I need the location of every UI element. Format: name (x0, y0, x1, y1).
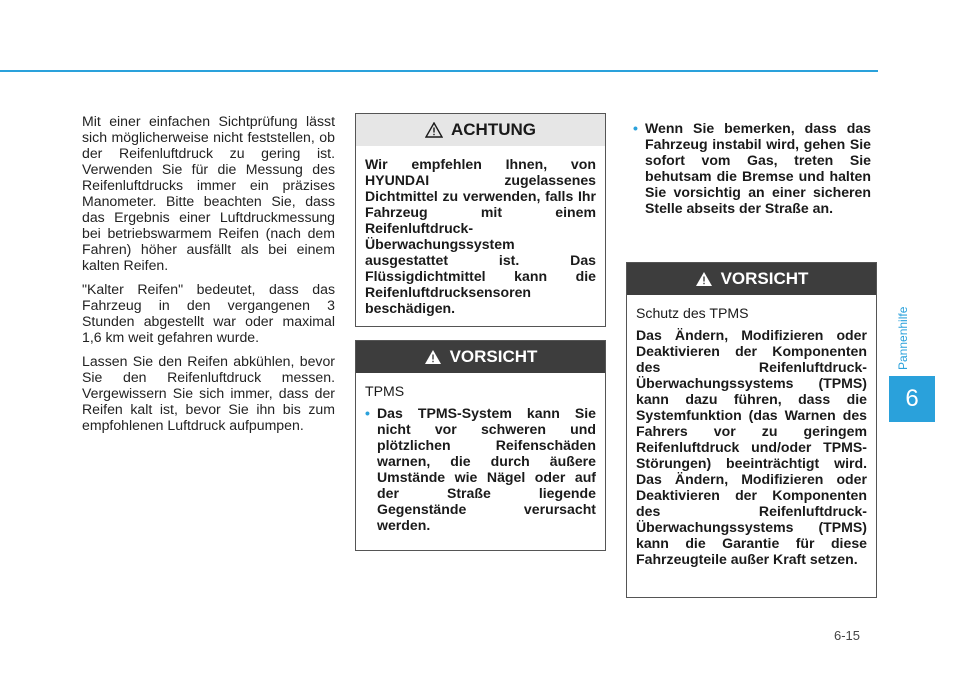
vorsicht-title: VORSICHT (720, 269, 809, 288)
warning-triangle-icon (424, 349, 442, 365)
section-label: Pannenhilfe (896, 306, 910, 370)
achtung-text: Wir empfehlen Ihnen, von HYUNDAI zugelassenes Dichtmittel zu verwenden, falls Ihr Fahrzeug mit einem Reifenluftdruck-Überwachungssystem ausgestattet ist. Das Flüssigdichtmittel kann die Reifenluftdrucksensoren beschädigen. (365, 156, 596, 316)
chapter-tab: 6 (889, 376, 935, 422)
achtung-body (356, 146, 605, 316)
vorsicht-header (356, 341, 605, 373)
achtung-title: ACHTUNG (451, 120, 536, 139)
vorsicht-text: Das Ändern, Modifizieren oder Deaktivieren der Komponenten des Reifenluftdruck-Überwachungssystems (TPMS) kann dazu führen, dass die Systemfunktion (das Warnen des Fahrers vor zu geringem Reifenluftdruck und/oder TPMS-Störungen) beeinträchtigt wird. Das Ändern, Modifizieren oder Deaktivieren der Komponenten des Reifenluftdruck-Überwachungssystems (TPMS) kann die Garantie für diese Fahrzeugteile außer Kraft setzen. (636, 327, 867, 567)
vorsicht-subtitle: TPMS (365, 383, 405, 399)
warning-triangle-icon (695, 271, 713, 287)
bullet-text: Wenn Sie bemerken, dass das Fahrzeug instabil wird, gehen Sie sofort vom Gas, treten Sie behutsam die Bremse und halten Sie vorsichtig an einer sicheren Stelle abseits der Straße an. (645, 120, 871, 216)
achtung-box (355, 113, 606, 327)
intro-paragraph: "Kalter Reifen" bedeutet, dass das Fahrzeug in den vergangenen 3 Stunden abgestellt war oder maximal 1,6 km weit gefahren wurde. (82, 281, 335, 345)
right-bullet-block (633, 120, 871, 216)
top-rule (0, 70, 878, 72)
page-number: 6-15 (834, 628, 861, 643)
vorsicht-header (627, 263, 876, 295)
intro-paragraph: Mit einer einfachen Sichtprüfung lässt sich möglicherweise nicht feststellen, ob der Reifenluftdruck zu gering ist. Verwenden Sie für die Messung des Reifenluftdrucks immer ein präzises Manometer. Bitte beachten Sie, dass das Ergebnis einer Luftdruckmessung bei betriebswarmem Reifen (nach dem Fahren) höher ausfällt als bei einem kalten Reifen. (82, 113, 335, 273)
vorsicht-body (356, 373, 605, 533)
vorsicht-title: VORSICHT (449, 347, 538, 366)
achtung-header (356, 114, 605, 146)
vorsicht-box-tpms (355, 340, 606, 551)
vorsicht-body (627, 295, 876, 567)
bullet-item (365, 405, 596, 533)
vorsicht-subtitle: Schutz des TPMS (636, 305, 749, 321)
intro-paragraph: Lassen Sie den Reifen abkühlen, bevor Sie den Reifenluftdruck messen. Vergewissern Sie sich immer, dass der Reifen kalt ist, bevor Sie ihn bis zum empfohlenen Luftdruck aufpumpen. (82, 353, 335, 433)
bullet-dot-icon: • (365, 405, 370, 421)
intro-text-column (82, 113, 335, 441)
bullet-text: Das TPMS-System kann Sie nicht vor schweren und plötzlichen Reifenschäden warnen, die durch äußere Umstände wie Nägel oder auf der Straße liegende Gegenstände verursacht werden. (377, 405, 596, 533)
bullet-dot-icon: • (633, 120, 638, 136)
vorsicht-box-schutz (626, 262, 877, 598)
warning-triangle-icon (425, 122, 443, 138)
bullet-item (633, 120, 871, 216)
